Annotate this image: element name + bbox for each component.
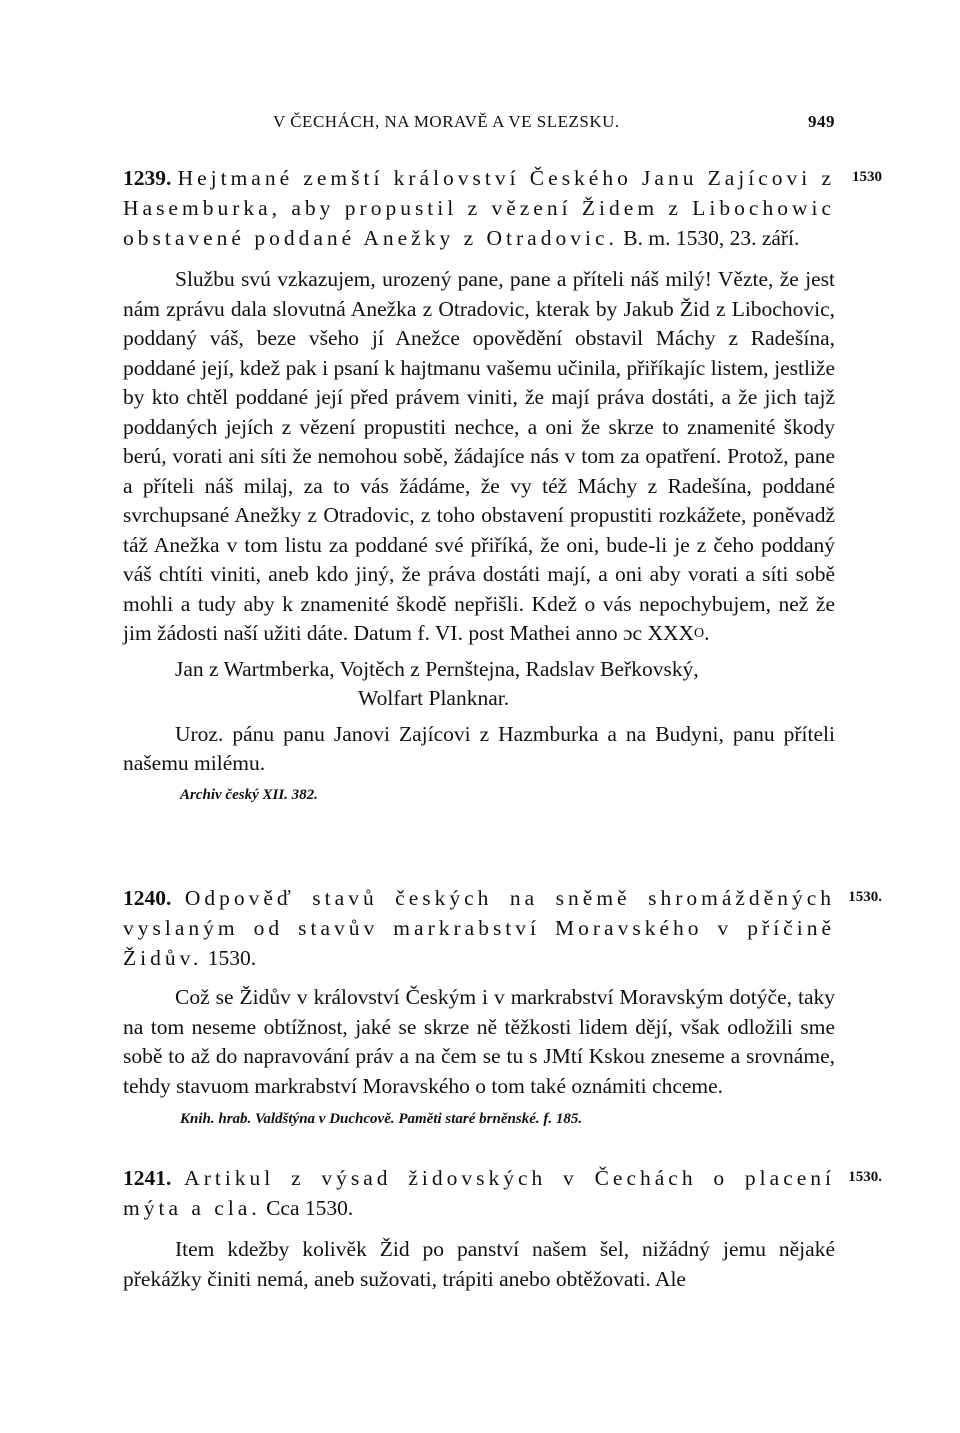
entry-heading (123, 883, 882, 973)
entry-1240 (123, 883, 882, 1128)
entry-number: 1241. (123, 1166, 172, 1190)
signatories-line2: Wolfart Planknar. (358, 686, 510, 710)
entry-body: Což se Židův v království Českým i v markrabství Moravským dotýče, taky na tom neseme obtížnost, jaké se skrze ně těžkosti lidem dějí, však odložili sme sobě to až do napravování práv a na čem se tu s JMtí Kskou zneseme a srovnáme, tehdy stavuom markrabství Moravského o tom také oznámiti chceme. (123, 985, 835, 1098)
margin-year: 1530. (848, 1169, 882, 1185)
entry-date: 1530. (207, 946, 257, 970)
margin-year: 1530 (852, 169, 882, 185)
letter-end: . (704, 621, 710, 645)
entry-number: 1239. (123, 166, 172, 190)
entry-1239 (123, 163, 882, 804)
signatories (123, 655, 835, 685)
source-citation: Archiv český XII. 382. (180, 786, 318, 803)
source-citation: Knih. hrab. Valdštýna v Duchcově. Paměti staré brněnské. f. 185. (180, 1111, 583, 1127)
entry-number: 1240. (123, 886, 172, 910)
entry-title: Artikul z výsad židovských v Čechách o placení mýta a cla. (123, 1166, 836, 1220)
entry-heading (123, 163, 882, 253)
address (123, 720, 835, 779)
margin-year: 1530. (848, 889, 882, 905)
running-title: V ČECHÁCH, NA MORAVĚ A VE SLEZSKU. (273, 112, 620, 131)
letter-body (123, 265, 835, 649)
letter-text: Službu svú vzkazujem, urozený pane, pane a příteli náš milý! Vězte, že jest nám zprávu dala slovutná Anežka z Otradovic, kterak by Jakub Žid z Libochovic, poddaný váš, beze všeho jí Anežce opovědění obstavil Máchy z Radešína, poddané její, kdež pak i psaní k hajtmanu vašemu učinila, přiříkajíc listem, jestliže by kto chtěl poddané její před právem viniti, že mají práva dostáti, a že jich tajž poddaných jejích z vězení propustiti nechce, a oni že skrze to znamenité škody berú, vorati ani síti že nemohou sobě, žádajíce nás v tom za opatření. Protož, pane a příteli náš milaj, za to vás žádáme, že vy též Máchy z Radešína, poddané svrchupsané Anežky z Otradovic, z toho obstavení propustiti rozkážete, poněvadž táž Anežka v tom listu za poddané své přiříká, že oni, bude-li je z čeho poddaný váš chtíti viniti, aneb kdo jiný, že práva dostáti mají, a oni aby vorati a síti sobě mohli a tudy aby k znamenité škodě nepřišli. Kdež o vás nepochybujem, než že jim žádosti naší užiti dáte. Datum f. VI. post Mathei anno ɔc XXX (123, 267, 835, 645)
entry-body: Item kdežby kolivěk Žid po panství našem šel, nižádný jemu nějaké překážky činiti nemá, aneb sužovati, trápiti anebo obtěžovati. Ale (123, 1237, 835, 1291)
entry-date: Cca 1530. (266, 1196, 354, 1220)
letter-superscript: O (694, 626, 705, 641)
page-number: 949 (808, 112, 835, 131)
address-text: Uroz. pánu panu Janovi Zajícovi z Hazmburka a na Budyni, panu příteli našemu milému. (123, 721, 835, 775)
entry-date: B. m. 1530, 23. září. (623, 226, 800, 250)
entry-title: Hejtmané zemští království Českého Janu Zajícovi z Hasemburka, aby propustil z vězení Židem z Libochowic obstavené poddané Anežky z Otradovic. (123, 166, 835, 250)
signatories-line1: Jan z Wartmberka, Vojtěch z Pernštejna, Radslav Beřkovský, (175, 656, 699, 681)
entry-heading (123, 1163, 882, 1223)
entry-title: Odpověď stavů českých na sněmě shromážděných vyslaným od stavův markrabství Moravského v příčině Židův. (123, 886, 835, 970)
entry-1241 (123, 1163, 882, 1294)
signatories-line2-row (123, 684, 835, 714)
